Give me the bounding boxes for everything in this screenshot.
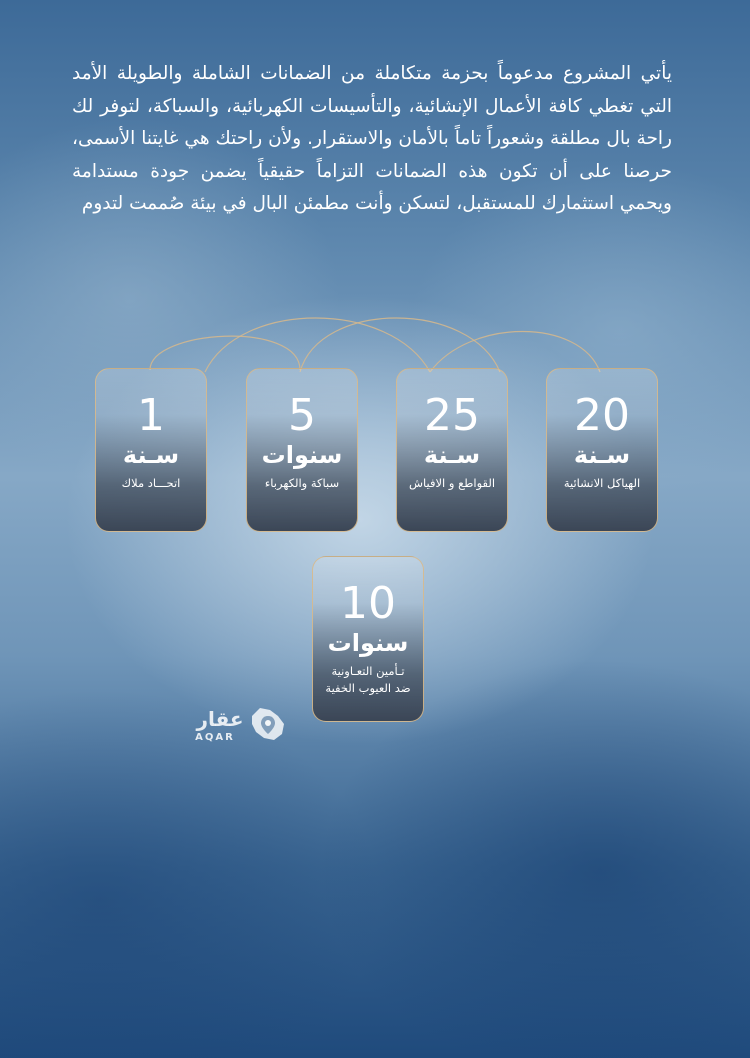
warranty-desc-line: تـأمين التعـاونية bbox=[331, 664, 405, 678]
warranty-desc: اتحـــاد ملاك bbox=[121, 476, 181, 490]
map-pin-icon bbox=[246, 702, 290, 746]
arc-connector bbox=[430, 332, 600, 373]
logo-word: عقار bbox=[196, 707, 244, 731]
arc-connector bbox=[150, 336, 300, 370]
connector-arcs bbox=[0, 0, 750, 420]
warranty-card-plumbing bbox=[246, 368, 358, 532]
warranty-desc bbox=[317, 663, 419, 697]
warranty-number: 5 bbox=[288, 390, 316, 441]
warranty-desc: القواطع و الافياش bbox=[408, 476, 496, 490]
warranty-card-owners bbox=[95, 368, 207, 532]
warranty-unit: سـنة bbox=[122, 441, 180, 469]
warranty-card-insurance bbox=[312, 556, 424, 722]
warranty-number: 1 bbox=[137, 390, 165, 441]
warranty-desc: سباكة والكهرباء bbox=[264, 476, 340, 490]
warranty-card-structure bbox=[546, 368, 658, 532]
warranty-number: 25 bbox=[424, 390, 480, 441]
warranty-unit: سنوات bbox=[327, 629, 409, 657]
warranty-unit: سـنة bbox=[423, 441, 481, 469]
warranty-card-switches bbox=[396, 368, 508, 532]
warranty-unit: سـنة bbox=[573, 441, 631, 469]
arc-connector bbox=[205, 318, 430, 372]
warranty-desc-line: ضد العيوب الخفية bbox=[325, 681, 411, 695]
arc-connector bbox=[300, 318, 500, 372]
warranty-unit: سنوات bbox=[261, 441, 343, 469]
warranty-number: 20 bbox=[574, 390, 630, 441]
intro-paragraph: يأتي المشروع مدعوماً بحزمة متكاملة من الضمانات الشاملة والطويلة الأمد التي تغطي كافة الأعمال الإنشائية، والتأسيسات الكهربائية، والسباكة، لتوفر لك راحة بال مطلقة وشعوراً تاماً بالأمان والاستقرار. ولأن راحتك هي غايتنا الأسمى، حرصنا على أن تكون هذه الضمانات التزاماً حقيقياً يضمن جودة مستدامة ويحمي استثمارك للمستقبل، لتسكن وأنت مطمئن البال في بيئة صُممت لتدوم bbox=[72, 63, 672, 214]
warranty-number: 10 bbox=[340, 578, 396, 629]
logo-sub: AQAR bbox=[195, 732, 235, 743]
warranty-desc: الهياكل الانشائية bbox=[563, 476, 641, 490]
